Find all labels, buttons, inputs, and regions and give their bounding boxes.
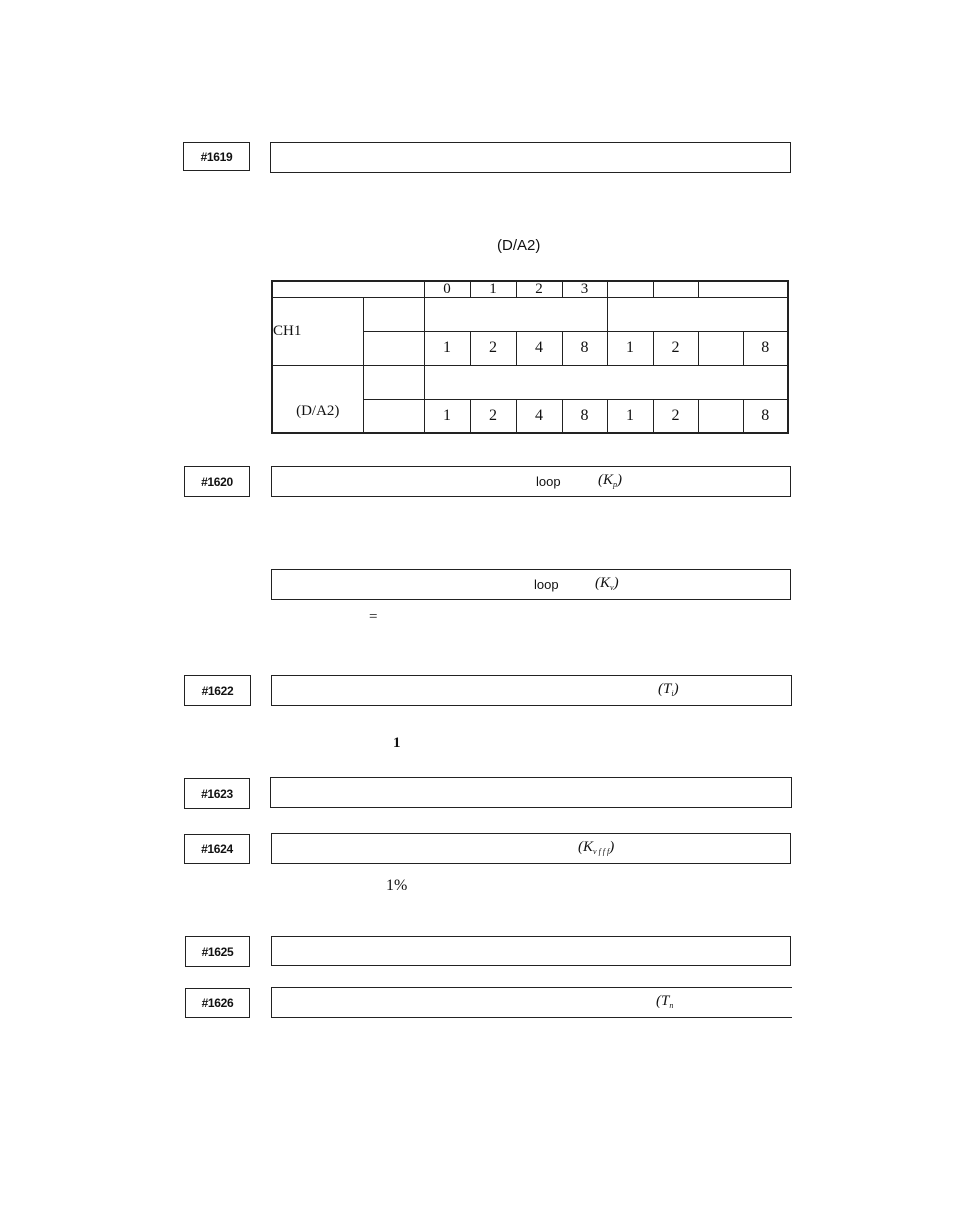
param-bar-1623 bbox=[270, 777, 792, 808]
tn-symbol-letter: T bbox=[661, 993, 670, 1009]
param-tag-1620: #1620 bbox=[184, 466, 250, 497]
table-header-cell: 0 bbox=[424, 281, 470, 297]
param-tag-1625: #1625 bbox=[185, 936, 250, 967]
table-value: 2 bbox=[653, 399, 698, 433]
table-value: 2 bbox=[653, 331, 698, 365]
table-cell bbox=[363, 331, 424, 365]
kvff-symbol: $(K_{v f f f})$ bbox=[578, 839, 615, 856]
table-header-blank bbox=[272, 281, 424, 297]
param-bar-kv bbox=[271, 569, 791, 600]
table-header-cell bbox=[607, 281, 653, 297]
table-value: 8 bbox=[562, 331, 607, 365]
table-value: 1 bbox=[607, 399, 653, 433]
loop-text: loop bbox=[534, 577, 559, 592]
param-bar-1622 bbox=[271, 675, 792, 706]
table-span-cell bbox=[424, 297, 607, 331]
table-value: 8 bbox=[562, 399, 607, 433]
param-bar-1625 bbox=[271, 936, 791, 966]
tn-symbol: ($T_n$ bbox=[656, 993, 674, 1010]
table-header-cell: 3 bbox=[562, 281, 607, 297]
table-cell bbox=[363, 399, 424, 433]
param-tag-1624: #1624 bbox=[184, 834, 250, 864]
param-tag-1626: #1626 bbox=[185, 988, 250, 1018]
table-value: 4 bbox=[516, 331, 562, 365]
table-value: 2 bbox=[470, 399, 516, 433]
ti-symbol-sub: i bbox=[671, 689, 674, 698]
table-span-cell bbox=[424, 365, 788, 399]
table-span-cell bbox=[607, 297, 788, 331]
table-value: 1 bbox=[607, 331, 653, 365]
param-tag-1623: #1623 bbox=[184, 778, 250, 809]
equals-sign: = bbox=[369, 609, 378, 625]
param-tag-1622: #1622 bbox=[184, 675, 251, 706]
bit-table bbox=[271, 280, 789, 434]
table-cell bbox=[363, 365, 424, 399]
table-header-cell bbox=[653, 281, 698, 297]
param-bar-1624 bbox=[271, 833, 791, 864]
kv-symbol: $(K_v)$ bbox=[595, 575, 619, 592]
table-value: 1 bbox=[424, 331, 470, 365]
da2-heading: (D/A2) bbox=[497, 237, 541, 254]
one-percent-note: 1% bbox=[386, 877, 408, 894]
table-value: 2 bbox=[470, 331, 516, 365]
kp-symbol: $(K_p)$ bbox=[598, 472, 623, 489]
param-bar-1626 bbox=[271, 987, 792, 1018]
kp-symbol-letter: K bbox=[603, 472, 614, 488]
kvff-symbol-sub: v f f f bbox=[593, 847, 610, 856]
table-header-cell: 2 bbox=[516, 281, 562, 297]
kvff-symbol-letter: K bbox=[583, 839, 594, 855]
ti-symbol: $(T_i)$ bbox=[658, 681, 679, 698]
kv-symbol-sub: v bbox=[610, 583, 614, 592]
table-header-cell: 1 bbox=[470, 281, 516, 297]
table-value: 8 bbox=[743, 331, 788, 365]
table-value: 8 bbox=[743, 399, 788, 433]
ch1-label: CH1 bbox=[272, 297, 363, 365]
da2-row-label: (D/A2) bbox=[272, 365, 363, 433]
table-value: 1 bbox=[424, 399, 470, 433]
kv-symbol-letter: K bbox=[600, 575, 611, 591]
param-tag-1619: #1619 bbox=[183, 142, 250, 171]
param-bar-1619 bbox=[270, 142, 791, 173]
table-value: 4 bbox=[516, 399, 562, 433]
ti-symbol-letter: T bbox=[663, 681, 672, 697]
table-value bbox=[698, 399, 743, 433]
table-header-cell bbox=[698, 281, 788, 297]
tn-symbol-sub: n bbox=[669, 1001, 674, 1010]
loop-text: loop bbox=[536, 474, 561, 489]
table-cell bbox=[363, 297, 424, 331]
param-bar-1620 bbox=[271, 466, 791, 497]
table-value bbox=[698, 331, 743, 365]
kp-symbol-sub: p bbox=[613, 480, 618, 489]
one-note: 1 bbox=[393, 735, 401, 751]
